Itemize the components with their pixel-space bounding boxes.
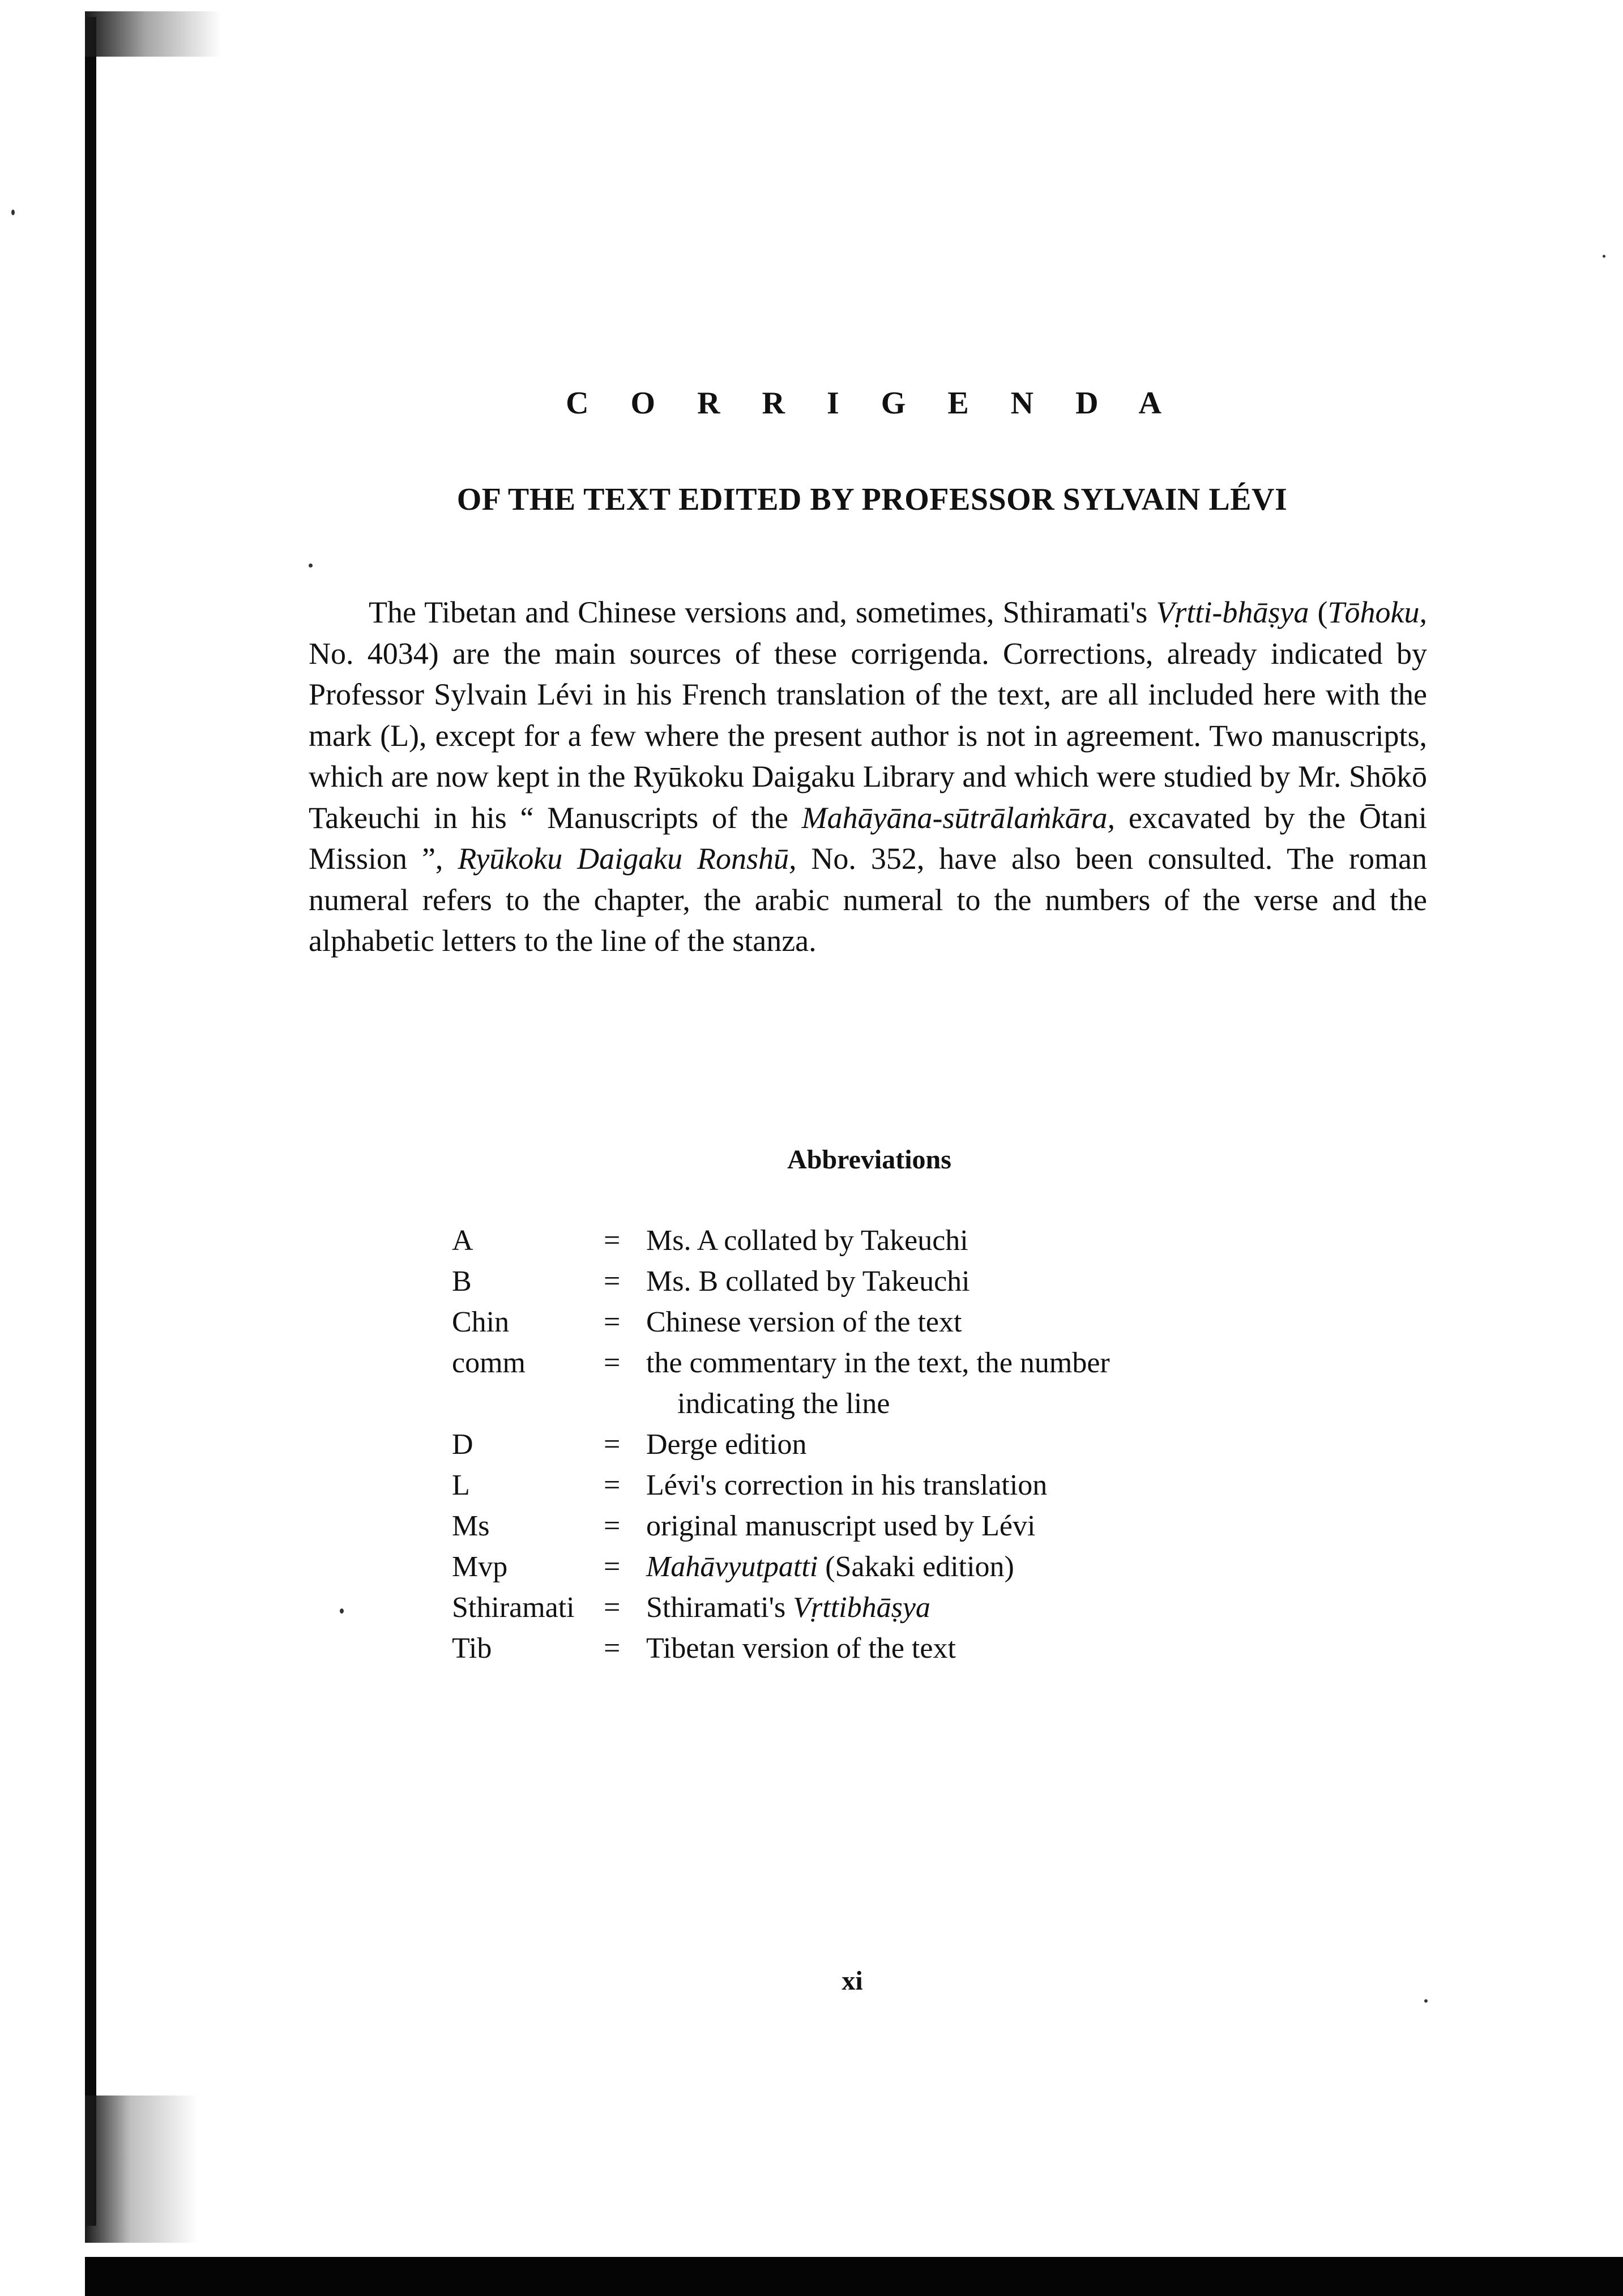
equals-sign: = — [604, 1265, 621, 1298]
abbreviation-definition: Ms. A collated by Takeuchi — [646, 1224, 968, 1257]
abbreviations-table — [452, 1220, 1110, 1669]
scan-bottom-edge — [85, 2257, 1623, 2296]
intro-text: No. 4034) are the main sources of these corrigenda. Corrections, already indicated by Professor Sylvain Lévi in his French translation of the text, are all included here with the mark (L), except for a few where the present author is not in agreement. Two manuscripts, which are now kept in the Ryūkoku Daigaku Library and which were studied by Mr. Shōkō Takeuchi in his “ Manuscripts of the — [309, 636, 1427, 835]
abbreviation-key: D — [452, 1428, 473, 1461]
intro-text: No. 352, have also been consulted. The roman numeral refers to the chapter, the arabic numeral to the numbers of the verse and the alphabetic letters to the line of the stanza. — [309, 842, 1427, 958]
definition-text: (Sakaki edition) — [818, 1551, 1014, 1583]
equals-sign: = — [604, 1551, 621, 1583]
intro-italic-title: Vṛtti-bhāṣya — [1156, 595, 1309, 629]
definition-text: Sthiramati's — [646, 1591, 793, 1624]
intro-italic-title: Ryūkoku Daigaku Ronshū, — [458, 842, 797, 876]
intro-text: ( — [1309, 595, 1328, 629]
definition-italic: Mahāvyutpatti — [646, 1551, 818, 1583]
scan-binding-edge — [85, 17, 96, 2226]
equals-sign: = — [604, 1428, 621, 1461]
equals-sign: = — [604, 1632, 621, 1665]
scan-speck — [1424, 1999, 1428, 2003]
page-title: C O R R I G E N D A — [566, 386, 1178, 421]
abbreviation-row — [452, 1261, 1110, 1302]
abbreviation-definition: Tibetan version of the text — [646, 1632, 956, 1665]
abbreviation-definition — [646, 1587, 1110, 1628]
equals-sign: = — [604, 1306, 621, 1338]
definition-line: the commentary in the text, the number — [646, 1347, 1110, 1379]
intro-italic-title: Tōhoku, — [1327, 595, 1427, 629]
abbreviation-key: Mvp — [452, 1551, 508, 1583]
scan-shadow-bottom — [85, 2096, 198, 2243]
abbreviation-key: L — [452, 1469, 470, 1501]
scan-shadow-top — [85, 11, 221, 57]
scan-speck — [340, 1608, 344, 1614]
equals-sign: = — [604, 1591, 621, 1624]
scan-speck — [309, 564, 313, 567]
abbreviation-definition — [646, 1547, 1110, 1587]
abbreviations-heading: Abbreviations — [787, 1145, 951, 1175]
abbreviation-row — [452, 1343, 1110, 1424]
abbreviation-row — [452, 1506, 1110, 1547]
equals-sign: = — [604, 1469, 621, 1501]
abbreviation-definition: original manuscript used by Lévi — [646, 1510, 1036, 1542]
intro-text: excavated by the Ōtani Mission ”, — [309, 800, 1428, 876]
definition-italic: Vṛttibhāṣya — [793, 1591, 930, 1624]
abbreviation-definition: Ms. B collated by Takeuchi — [646, 1265, 970, 1298]
page-number: xi — [842, 1966, 863, 1996]
definition-continuation: indicating the line — [677, 1388, 890, 1420]
intro-text: The Tibetan and Chinese versions and, sometimes, Sthiramati's — [369, 595, 1156, 629]
abbreviation-key: Sthiramati — [452, 1591, 575, 1624]
abbreviation-key: B — [452, 1265, 472, 1298]
abbreviation-definition: Derge edition — [646, 1428, 807, 1461]
equals-sign: = — [604, 1510, 621, 1542]
scan-speck — [1603, 255, 1605, 258]
page-subtitle: OF THE TEXT EDITED BY PROFESSOR SYLVAIN LÉVI — [456, 482, 1288, 517]
equals-sign: = — [604, 1347, 621, 1379]
abbreviation-row — [452, 1302, 1110, 1343]
equals-sign: = — [604, 1224, 621, 1257]
abbreviation-row — [452, 1628, 1110, 1669]
abbreviation-key: Ms — [452, 1510, 490, 1542]
abbreviation-row — [452, 1424, 1110, 1465]
abbreviation-key: Chin — [452, 1306, 510, 1338]
abbreviation-key: Tib — [452, 1632, 492, 1665]
abbreviation-row — [452, 1220, 1110, 1261]
abbreviation-definition: Chinese version of the text — [646, 1306, 962, 1338]
intro-italic-title: Mahāyāna-sūtrālaṁkāra, — [801, 800, 1116, 835]
abbreviation-definition — [646, 1343, 1110, 1424]
abbreviation-key: comm — [452, 1347, 526, 1379]
abbreviation-row — [452, 1547, 1110, 1587]
abbreviation-key: A — [452, 1224, 473, 1257]
intro-paragraph — [309, 592, 1427, 962]
abbreviation-definition: Lévi's correction in his translation — [646, 1469, 1048, 1501]
scan-speck — [11, 210, 15, 215]
abbreviation-row — [452, 1465, 1110, 1506]
abbreviation-row — [452, 1587, 1110, 1628]
